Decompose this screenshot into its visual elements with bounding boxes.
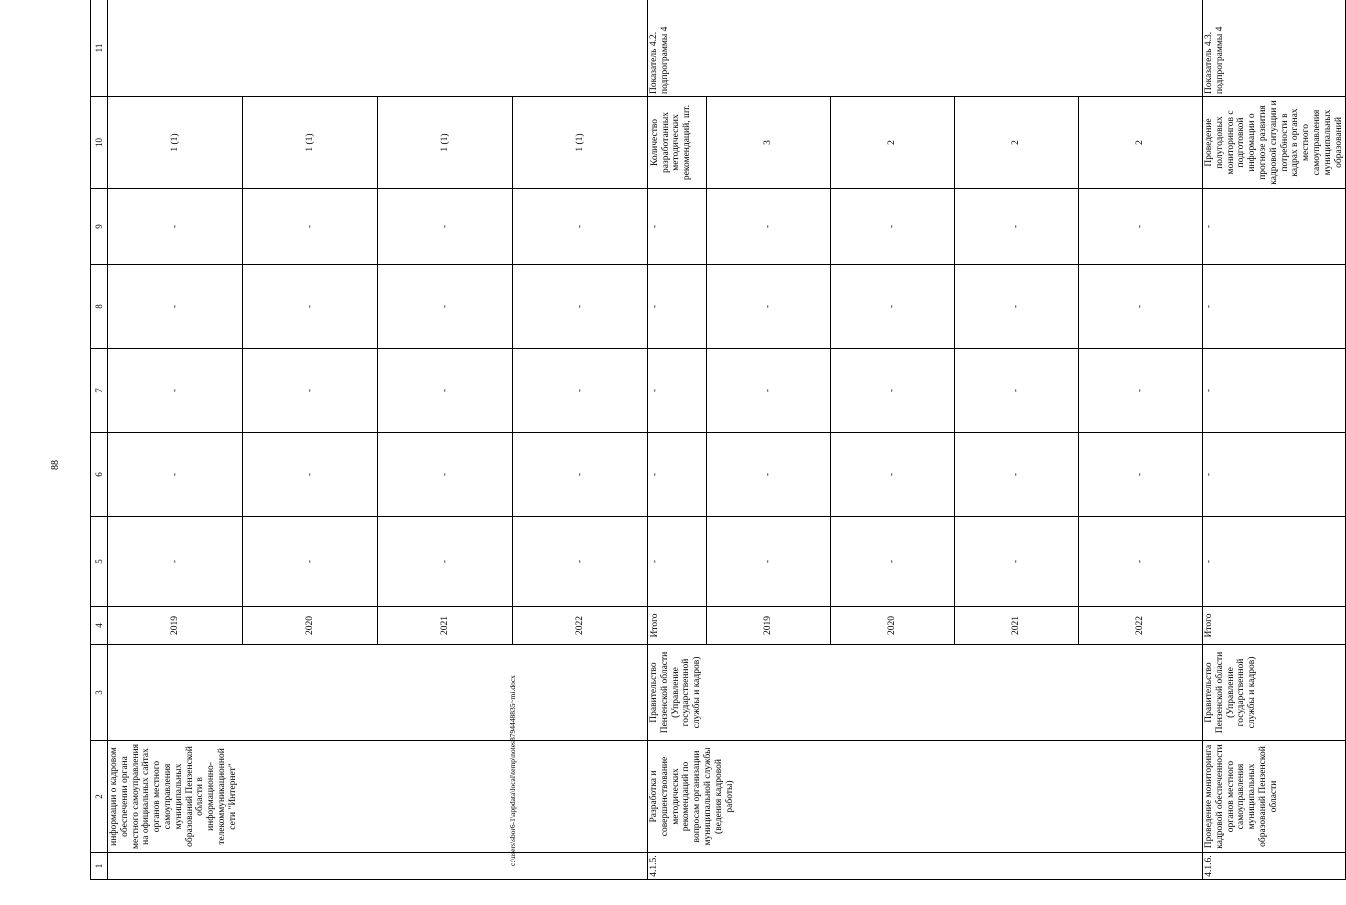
value: 2 — [955, 97, 1079, 188]
executor: Правительство Пензенской области (Управление государственной службы и кадров) — [1203, 645, 1346, 741]
value: - — [648, 349, 707, 432]
header-cell-3: 3 — [91, 645, 108, 741]
value: - — [1135, 472, 1146, 477]
value: - — [1203, 433, 1346, 517]
year-cell — [648, 607, 1203, 645]
funding-col-7 — [108, 349, 648, 433]
value: - — [831, 349, 955, 432]
header-cell-9: 9 — [91, 189, 108, 265]
funding-col-8 — [108, 265, 648, 349]
value: - — [243, 265, 378, 348]
value: - — [648, 265, 707, 348]
value: 2 — [1135, 140, 1146, 145]
value: - — [108, 433, 243, 516]
executor: Правительство Пензенской области (Управление государственной службы и кадров) — [648, 645, 1203, 741]
value: - — [243, 349, 378, 432]
program-table — [90, 0, 1346, 880]
row-number — [108, 853, 648, 880]
indicator-col-10 — [648, 97, 1203, 189]
value: - — [955, 265, 1079, 348]
value: - — [707, 189, 831, 264]
value: - — [955, 349, 1079, 432]
header-cell-2: 2 — [91, 741, 108, 853]
header-cell-6: 6 — [91, 433, 108, 517]
value: - — [1203, 517, 1346, 607]
value: - — [648, 517, 707, 606]
table-row — [108, 0, 648, 880]
row-number: 4.1.6. — [1203, 853, 1346, 880]
value: - — [1135, 224, 1146, 229]
program-table-wrapper — [90, 20, 1344, 880]
value: - — [574, 224, 585, 229]
value: - — [378, 189, 513, 264]
row-number: 4.1.5. — [648, 853, 1203, 880]
total-label: Итого — [1203, 607, 1346, 645]
year: 2019 — [108, 607, 243, 644]
value: - — [831, 265, 955, 348]
measure-name: Проведение мониторинга кадровой обеспеченности органов местного самоуправления муниципальных образований Пензенской области — [1203, 741, 1346, 853]
value: - — [574, 472, 585, 477]
value: - — [108, 517, 243, 606]
measure-name: информации о кадровом обеспечении органа местного самоуправления на официальных сайтах органов местного самоуправления муниципальных образований Пензенской области в информационно-телекоммуникационной сети "Интернет" — [108, 741, 648, 853]
value: - — [707, 349, 831, 432]
measure-name: Разработка и совершенствование методических рекомендаций по вопросам организации муниципальной службы (ведения кадровой работы) — [648, 741, 1203, 853]
value: - — [831, 189, 955, 264]
value: 2 — [831, 97, 955, 188]
file-path-footer: c:\users\sbor6-1\appdata\local\temp\notes8794448835~mi.docx — [508, 675, 517, 866]
header-cell-11: 11 — [91, 0, 108, 97]
value: - — [831, 433, 955, 516]
year: 2022 — [1135, 616, 1146, 635]
executor — [108, 645, 648, 741]
value: - — [707, 517, 831, 606]
header-cell-10: 10 — [91, 97, 108, 189]
indicator-ref: Показатель 4.3. подпрограммы 4 — [1203, 0, 1346, 97]
value: 3 — [707, 97, 831, 188]
value: 1 (1) — [243, 97, 378, 188]
funding-col-8 — [648, 265, 1203, 349]
page-number: 88 — [50, 460, 61, 470]
value: - — [243, 517, 378, 606]
value: - — [955, 517, 1079, 606]
indicator-name: Проведение полугодовых мониторингов с подготовкой информации о прогнозе развития кадровой ситуации и потребности в кадрах в органах местного самоуправления муниципальных образований — [1203, 97, 1346, 189]
value: - — [574, 388, 585, 393]
value: - — [574, 559, 585, 564]
value: - — [378, 433, 513, 516]
year: 2019 — [707, 607, 831, 644]
value: - — [648, 433, 707, 516]
value: 1 (1) — [574, 133, 585, 152]
funding-col-9 — [108, 189, 648, 265]
funding-col-5 — [648, 517, 1203, 607]
funding-col-6 — [108, 433, 648, 517]
value: - — [1203, 189, 1346, 265]
value: - — [108, 349, 243, 432]
value: - — [955, 189, 1079, 264]
total-label: Итого — [648, 607, 707, 644]
value: 1 (1) — [378, 97, 513, 188]
value: - — [1203, 349, 1346, 433]
value: - — [243, 433, 378, 516]
indicator-col-10 — [108, 97, 648, 189]
indicator-ref — [108, 0, 648, 97]
value: - — [707, 433, 831, 516]
year: 2022 — [574, 616, 585, 635]
header-cell-7: 7 — [91, 349, 108, 433]
year: 2021 — [378, 607, 513, 644]
year: 2020 — [243, 607, 378, 644]
header-cell-5: 5 — [91, 517, 108, 607]
table-row — [1203, 0, 1346, 880]
year-cell — [108, 607, 648, 645]
indicator-name: Количество разработанных методических рекомендаций, шт. — [648, 97, 707, 188]
value: - — [108, 265, 243, 348]
value: - — [378, 517, 513, 606]
table-row — [648, 0, 1203, 880]
value: 1 (1) — [108, 97, 243, 188]
funding-col-6 — [648, 433, 1203, 517]
value: - — [574, 304, 585, 309]
value: - — [648, 189, 707, 264]
value: - — [1135, 304, 1146, 309]
value: - — [1135, 388, 1146, 393]
value: - — [707, 265, 831, 348]
header-cell-8: 8 — [91, 265, 108, 349]
value: - — [378, 349, 513, 432]
value: - — [955, 433, 1079, 516]
funding-col-9 — [648, 189, 1203, 265]
year: 2021 — [955, 607, 1079, 644]
value: - — [108, 189, 243, 264]
value: - — [831, 517, 955, 606]
funding-col-5 — [108, 517, 648, 607]
value: - — [1203, 265, 1346, 349]
value: - — [243, 189, 378, 264]
year: 2020 — [831, 607, 955, 644]
indicator-ref: Показатель 4.2. подпрограммы 4 — [648, 0, 1203, 97]
header-cell-1: 1 — [91, 853, 108, 880]
header-row — [91, 0, 108, 880]
value: - — [1135, 559, 1146, 564]
header-cell-4: 4 — [91, 607, 108, 645]
value: - — [378, 265, 513, 348]
funding-col-7 — [648, 349, 1203, 433]
